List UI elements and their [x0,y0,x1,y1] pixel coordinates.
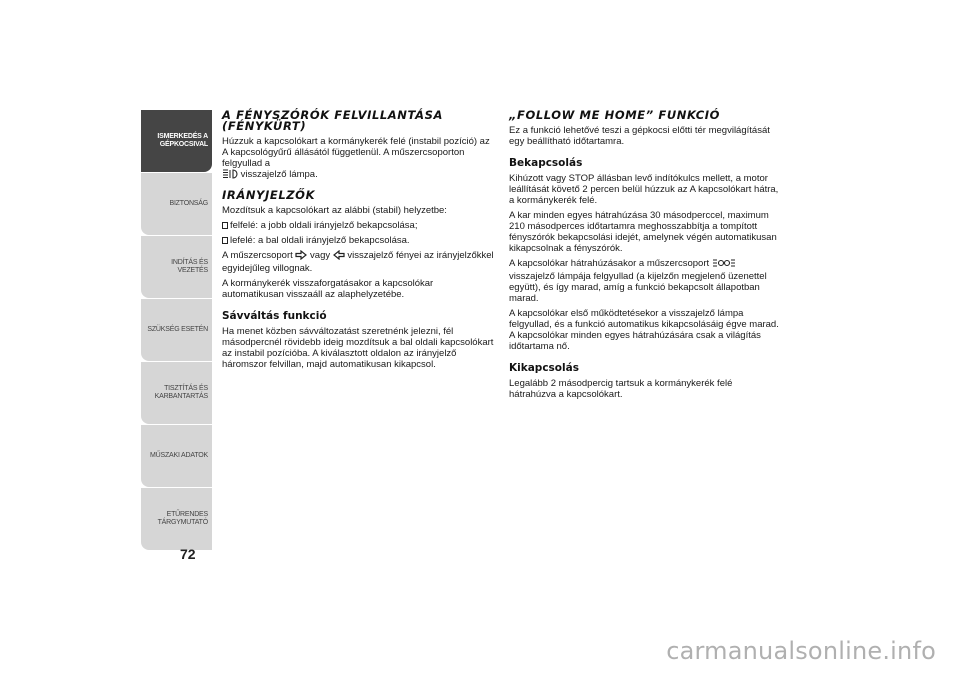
deactivation-heading: Kikapcsolás [509,362,579,374]
lane-change-heading: Sávváltás funkció [222,310,327,322]
follow-me-home-intro: Ez a funkció lehetővé teszi a gépkocsi előtti tér megvilágítását egy beállítható időtartamra. [509,125,770,147]
turn-right-arrow-icon [295,250,307,263]
tab-szukseg[interactable] [141,299,212,361]
left-column [222,110,494,370]
tab-label: BIZTONSÁG [169,200,208,207]
flash-text: Húzzuk a kapcsolókart a kormánykerék felé (instabil pozíció) az A kapcsológyűrű állásától függetlenül. A műszercsoporton felgyullad a [222,136,490,169]
tab-label: ISMERKEDÉS A GÉPKOCSIVAL [157,133,208,148]
tab-targymutato[interactable] [141,488,212,550]
checkbox-bullet-icon [222,222,228,229]
tab-label: ETŰRENDES TÁRGYMUTATÓ [157,511,208,526]
lane-change-paragraph: Ha menet közben sávváltozatást szeretnénk jelezni, fél másodpercnél rövidebb ideig mozdítsuk a bal oldali kapcsolókart az instabil pozícióba. A kiválasztott oldalon az irányjelző háromszor felvillan, majd automatikusan kikapcsol. [222,326,494,370]
indicator-down-text: lefelé: a bal oldali irányjelző bekapcsolása. [230,235,410,246]
watermark: carmanualsonline.info [666,637,936,665]
tab-label: INDÍTÁS ÉS VEZETÉS [171,259,208,274]
activation-paragraph-4: A kapcsolókar első működtetésekor a visszajelző lámpa felgyullad, és a funkció automatikus kikapcsolásáig égve marad. A kapcsolókar minden egyes hátrahúzására csak a világítás időtartama nő. [509,308,779,352]
list-item [222,220,494,231]
tab-label: SZÜKSÉG ESETÉN [147,326,208,333]
indicator-heading: IRÁNYJELZŐK [222,188,316,202]
follow-me-home-icon [712,258,736,271]
chapter-tabs [141,110,212,551]
page-number: 72 [180,546,196,562]
activation-heading: Bekapcsolás [509,157,583,169]
follow-me-home-heading: „FOLLOW ME HOME” FUNKCIÓ [509,108,721,122]
tab-label: MŰSZAKI ADATOK [149,452,208,459]
indicator-cluster-paragraph [222,250,494,274]
tab-biztonsag[interactable] [141,173,212,235]
checkbox-bullet-icon [222,237,228,244]
indicator-reset-paragraph: A kormánykerék visszaforgatásakor a kapcsolókar automatikusan visszaáll az alaphelyzetébe. [222,278,434,300]
activation-paragraph-2: A kar minden egyes hátrahúzása 30 másodperccel, maximum 210 másodperces időtartamra meghosszabbítja a tompított fényszórók bekapcsolási idejét, amelynek végén automatikusan kikapcsolnak a fényszórók. [509,210,777,254]
flash-paragraph [222,136,494,182]
tab-inditas[interactable] [141,236,212,298]
list-item [222,235,494,246]
flash-text-end: visszajelző lámpa. [240,169,318,180]
activation-paragraph-3 [509,258,781,304]
deactivation-paragraph: Legalább 2 másodpercig tartsuk a kormánykerék felé hátrahúzva a kapcsolókart. [509,378,733,400]
tab-label: TISZTÍTÁS ÉS KARBANTARTÁS [154,385,208,400]
flash-heading: A FÉNYSZÓRÓK FELVILLANTÁSA (FÉNYKÜRT) [222,108,443,133]
right-column [509,110,781,400]
indicator-cluster-text: A műszercsoport [222,250,293,261]
activation-text-3-end: visszajelző lámpája felgyullad (a kijelzőn megjelenő üzenettel együtt), és így marad, amíg a funkció bekapcsolt állapotban marad. [509,271,767,304]
tab-muszaki[interactable] [141,425,212,487]
tab-ismerkedes[interactable] [141,110,212,172]
tab-tisztitas[interactable] [141,362,212,424]
indicator-cluster-text-end: visszajelző fényei az irányjelzőkkel egyidejűleg villognak. [222,250,494,274]
high-beam-icon [222,169,238,182]
activation-text-3: A kapcsolókar hátrahúzásakor a műszercsoport [509,258,710,269]
indicator-cluster-or: vagy [310,250,331,261]
activation-paragraph-1: Kihúzott vagy STOP állásban levő indítókulcs mellett, a motor leállítását követő 2 percen belül húzzuk az A kapcsolókart hátra, a kormánykerék felé. [509,173,779,206]
indicator-intro: Mozdítsuk a kapcsolókart az alábbi (stabil) helyzetbe: [222,205,447,216]
turn-left-arrow-icon [333,250,345,263]
indicator-up-text: felfelé: a jobb oldali irányjelző bekapcsolása; [230,220,418,231]
